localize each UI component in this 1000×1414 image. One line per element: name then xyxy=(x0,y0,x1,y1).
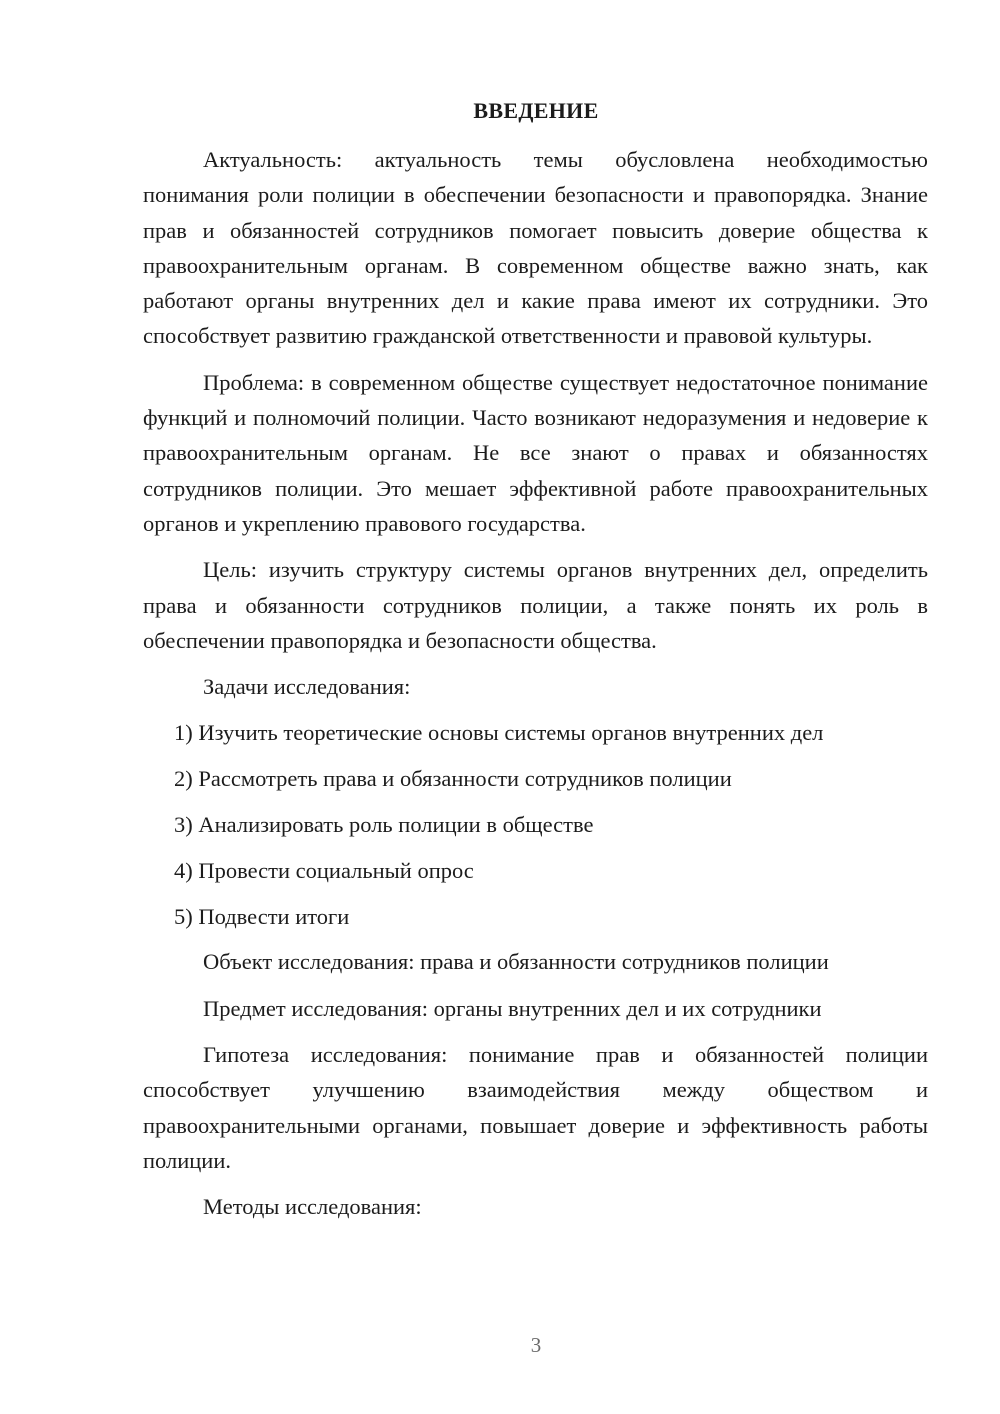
research-subject: Предмет исследования: органы внутренних дел и их сотрудники xyxy=(203,995,822,1021)
list-item: 1) Изучить теоретические основы системы органов внутренних дел xyxy=(174,720,824,746)
problem-paragraph: Проблема: в современном обществе существует недостаточное понимание функций и полномочий полиции. Часто возникают недоразумения и недоверие к правоохранительным органам. Не все знают о правах и обязанностях сотрудников полиции. Это мешает эффективной работе правоохранительных органов и укреплению правового государства. xyxy=(143,369,928,536)
page-title: ВВЕДЕНИЕ xyxy=(473,98,599,123)
methods-heading: Методы исследования: xyxy=(203,1194,422,1220)
tasks-heading: Задачи исследования: xyxy=(203,674,411,700)
hypothesis-paragraph: Гипотеза исследования: понимание прав и обязанностей полиции способствует улучшению взаимодействия между обществом и правоохранительными органами, повышает доверие и эффективность работы полиции. xyxy=(143,1042,928,1173)
list-item: 4) Провести социальный опрос xyxy=(174,857,474,883)
page-number: 3 xyxy=(530,1333,542,1357)
relevance-paragraph: Актуальность: актуальность темы обусловлена необходимостью понимания роли полиции в обеспечении безопасности и правопорядка. Знание прав и обязанностей сотрудников помогает повысить доверие общества к правоохранительным органам. В современном обществе важно знать, как работают органы внутренних дел и какие права имеют их сотрудники. Это способствует развитию гражданской ответственности и правовой культуры. xyxy=(143,147,928,349)
document-body xyxy=(143,142,928,1236)
list-item: 5) Подвести итоги xyxy=(174,903,350,929)
list-item: 3) Анализировать роль полиции в обществе xyxy=(174,812,594,838)
tasks-list xyxy=(143,715,928,933)
goal-paragraph: Цель: изучить структуру системы органов внутренних дел, определить права и обязанности сотрудников полиции, а также понять их роль в обеспечении правопорядка и безопасности общества. xyxy=(143,557,928,653)
research-object: Объект исследования: права и обязанности сотрудников полиции xyxy=(203,949,829,975)
list-item: 2) Рассмотреть права и обязанности сотрудников полиции xyxy=(174,766,732,792)
